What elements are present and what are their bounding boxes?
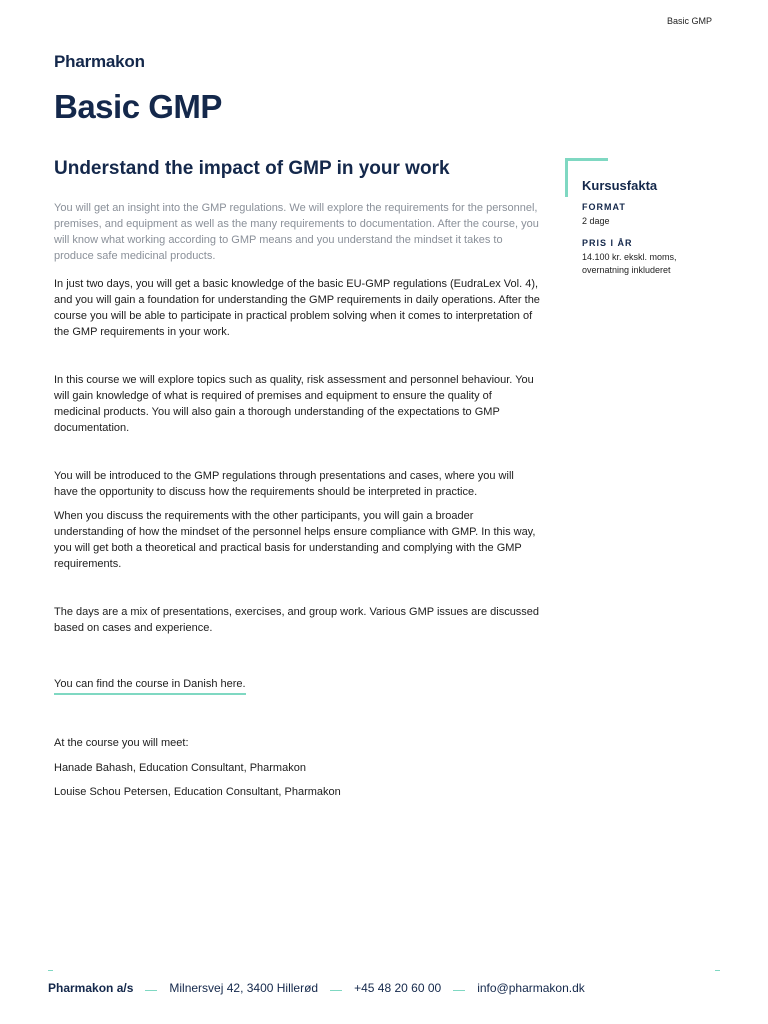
footer-tick-left [48,970,53,971]
page-subtitle: Understand the impact of GMP in your work [54,158,450,179]
facts-title: Kursusfakta [582,178,658,193]
main-content [54,158,540,808]
facts-body [582,202,722,287]
footer-address: Milnersvej 42, 3400 Hillerød [169,981,319,995]
body-paragraph: The days are a mix of presentations, exercises, and group work. Various GMP issues are discussed based on cases and experience. [54,606,540,634]
price-label: PRIS I ÅR [582,238,633,248]
body-paragraph: When you discuss the requirements with the other participants, you will gain a broader understanding of how the mindset of the personnel helps ensure compliance with GMP. In this way, you will get both a theoretical and practical basis for understanding and complying with the GMP requirements. [54,510,536,570]
footer [48,978,720,998]
pharmakon-logo: Pharmakon [54,52,145,71]
instructors-label: At the course you will meet: [54,737,189,749]
footer-company: Pharmakon a/s [48,981,134,995]
footer-tick-right [715,970,720,971]
instructor-item: Hanade Bahash, Education Consultant, Pharmakon [54,762,306,774]
page-title: Basic GMP [54,88,222,125]
footer-separator [453,990,465,991]
footer-email: info@pharmakon.dk [477,981,585,995]
price-value: 14.100 kr. ekskl. moms, overnatning inkluderet [582,252,677,275]
body-paragraph: In just two days, you will get a basic knowledge of the basic EU-GMP regulations (EudraLex Vol. 4), and you will gain a foundation for understanding the GMP requirements in daily operations. After the course you will be able to participate in practical problem solving when it comes to interpretation of the GMP requirements in your work. [54,278,540,338]
instructor-item: Louise Schou Petersen, Education Consultant, Pharmakon [54,786,341,798]
footer-separator [145,990,157,991]
danish-course-link[interactable]: You can find the course in Danish here. [54,676,246,695]
format-label: FORMAT [582,202,626,212]
footer-separator [330,990,342,991]
body-paragraph: You will be introduced to the GMP regulations through presentations and cases, where you will have the opportunity to discuss how the requirements should be interpreted in practice. [54,470,514,498]
running-header: Basic GMP [666,16,712,26]
body-paragraph: In this course we will explore topics such as quality, risk assessment and personnel behaviour. You will gain knowledge of what is required of premises and equipment to ensure the quality of medicinal products. You will also gain a thorough understanding of the expectations to GMP documentation. [54,374,534,434]
footer-phone: +45 48 20 60 00 [354,981,442,995]
intro-paragraph: You will get an insight into the GMP regulations. We will explore the requirements for the personnel, premises, and equipment as well as the many requirements to documentation. After the course, you will know what working according to GMP means and you understand the mindset it takes to produce safe medicinal products. [54,202,539,262]
format-value: 2 dage [582,216,610,226]
